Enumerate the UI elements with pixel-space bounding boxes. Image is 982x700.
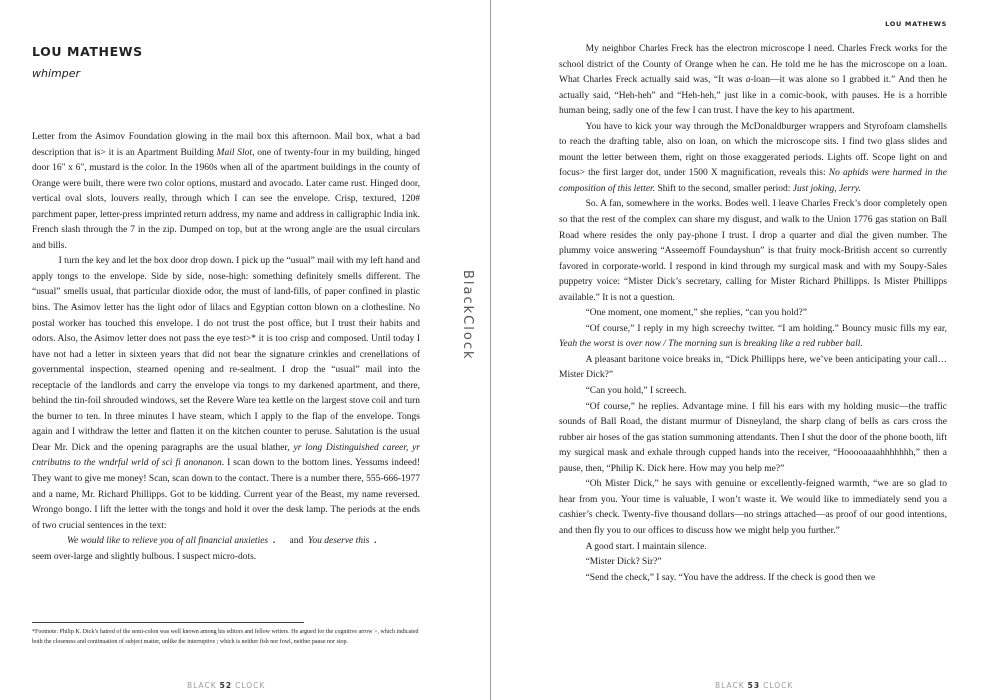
running-head: LOU MATHEWS [885, 20, 947, 28]
paragraph: A good start. I maintain silence. [585, 541, 707, 552]
paragraph: You have to kick your way through the McDonaldburger wrappers and Styrofoam clamshells to reach the drafting table, also on loan, on which the microscope sits. I find two glass slides and mount the letter between them, right on those exaggerated periods. Lights off. Scope light on and focus> the first larger dot, under 1500 X magnification, reveals this: No aphids were harmed in the composition of this letter. Shift to the second, smaller period: Just joking, Jerry. [559, 121, 947, 194]
page-footer: BLACK 53 CLOCK [715, 681, 794, 690]
side-logo-text: BlackClock [460, 270, 475, 361]
left-body-text [32, 130, 420, 565]
paragraph: Letter from the Asimov Foundation glowing in the mail box this afternoon. Mail box, what a bad description that is> it is an Apartment Building Mail Slot, one of twenty-four in my building, hinged door 16" x 6", mustard is the color. In the 1960s when all of the apartment buildings in the county of Orange were built, there were two color options, mustard and avocado. Later came rust. Hinged door, vertical oval slots, louvers really, through which I can see the envelope. Crisp, textured, 120# parchment paper, letter-press imprinted return address, my name and address in calligraphic India ink. French slash through the 7 in the zip. Dumped on top, but at the wrong angle are the usual circulars and bills. [32, 132, 420, 251]
author-name: LOU MATHEWS [32, 44, 143, 59]
paragraph: “Oh Mister Dick,” he says with genuine or excellently-feigned warmth, “we are so glad to hear from you. Your time is valuable, I won’t waste it. We would like to immediately send you a cashier’s check. Twenty-five thousand dollars—no strings attached—as proof of our good intentions, and then fly you to our offices to discuss how we might help you further.” [559, 479, 947, 536]
paragraph: “Send the check,” I say. “You have the address. If the check is good then we [585, 572, 876, 583]
page-number: 52 [219, 681, 233, 690]
page-number: 53 [747, 681, 761, 690]
paragraph: “One moment, one moment,” she replies, “can you hold?” [585, 308, 807, 319]
paragraph: “Of course,” I reply in my high screechy twitter. “I am holding.” Bouncy music fills my ear, Yeah the worst is over now / The morning sun is breaking like a red rubber ball. [559, 323, 947, 350]
paragraph: seem over-large and slightly bulbous. I suspect micro-dots. [32, 551, 257, 562]
paragraph: So. A fan, somewhere in the works. Bodes well. I leave Charles Freck’s door completely open so that the rest of the complex can share my disgust, and walk to the Union 1776 gas station on Ball Road where resides the only pay-phone I trust. I drop a quarter and dial the given number. The plummy voice answering “Asseemoff Foundayshun” is that fruity mock-British accent so currently favored in corporate-world. I respond in kind through my surgical mask and with my Soupy-Sales puppetry voice: “Mister Dick’s secretary, calling for Mister Richard Phillipps. Is Mister Phillipps available.” It is not a question. [559, 199, 947, 303]
paragraph: I turn the key and let the box door drop down. I pick up the “usual” mail with my left hand and apply tongs to the envelope. Side by side, nose-high: something definitely smells different. The “usual” smells usual, that particular dioxide odor, the must of land-fills, of paper confined in plastic bins. The Asimov letter has the light odor of lilacs and Egyptian cotton blown on a clothesline. No postal worker has touched this envelope. I do not trust the post office, but I trust their habits and odors. Also, the Asimov letter does not pass the eye test>* it is too crisp and composed. Until today I have not had a letter in sixteen years that did not bear the signature crinkles and crenellations of governmental inspection, steamed opening and re-sealment. I drop the “usual” mail into the receptacle of the landlords and carry the envelope via tongs to my darkened apartment, and there, behind the tin-foil shrouded windows, set the Revere Ware tea kettle on the largest stove coil and turn the burner to ten. In three minutes I have steam, which I apply to the flap of the envelope. Tongs again and I withdraw the letter and flatten it on the kitchen counter to peruse. Salutation is the usual Dear Mr. Dick and the opening paragraphs are the usual blather, yr long Distinguished career, yr cntributns to the wndrful wrld of sci fi anonanon. I scan down to the bottom lines. Yessums indeed! They want to give me money! Scan, scan down to the contact. There is a number there, 555-666-1977 and a name, Mr. Richard Phillipps. Got to be kidding. Current year of the Beast, my name reversed. Wrongo bongo. I lift the letter with the tongs and hold it over the desk lamp. The periods at the ends of two crucial sentences in the text: [32, 256, 420, 531]
paragraph: “Can you hold,” I screech. [585, 386, 687, 397]
paragraph: “Of course,” he replies. Advantage mine. I fill his ears with my holding music—the traffic sounds of Ball Road, the distant murmur of Disneyland, the sharp clang of bells as cars cross the rubber air hoses of the gas station summoning attendants. Then I shut the door of the phone booth, lift my surgical mask and exhale through cupped hands into the receiver, “Hooooaaaahhhhhhh,” then a pause, then, “Philip K. Dick here. How may you help me?” [559, 401, 947, 474]
paragraph: My neighbor Charles Freck has the electron microscope I need. Charles Freck works for the school district of the County of Orange when he can. He told me he has the microscope on a loan. What Charles Freck actually said was, “It was a-loan—it was alone so I grabbed it.” And then he actually said, “Heh-heh” and “Heh-heh,” just like in a comic-book, with pauses. He is a horrible human being, sadly one of the few I can trust. I have the key to his apartment. [559, 44, 947, 117]
page-footer: BLACK 52 CLOCK [187, 681, 266, 690]
right-body-text [559, 42, 947, 586]
left-page [0, 0, 490, 700]
paragraph: “Mister Dick? Sir?” [585, 557, 662, 568]
footnote-divider [32, 622, 304, 623]
paragraph: A pleasant baritone voice breaks in, “Dick Phillipps here, we’ve been anticipating your call…Mister Dick?” [559, 354, 947, 381]
story-title: whimper [32, 67, 81, 80]
quoted-sentences: We would like to relieve you of all financial anxieties . and You deserve this . [67, 536, 377, 547]
footnote: *Footnote: Philip K. Dick’s hatred of the semi-colon was well known among his editors and fellow writers. He argued for the cognitive arrow >, which indicated both the closeness and continuation of subject matter, unlike the interruptive ; which is neither fish nor fowl, neither pause nor stop. [32, 629, 419, 645]
right-page [491, 0, 982, 700]
